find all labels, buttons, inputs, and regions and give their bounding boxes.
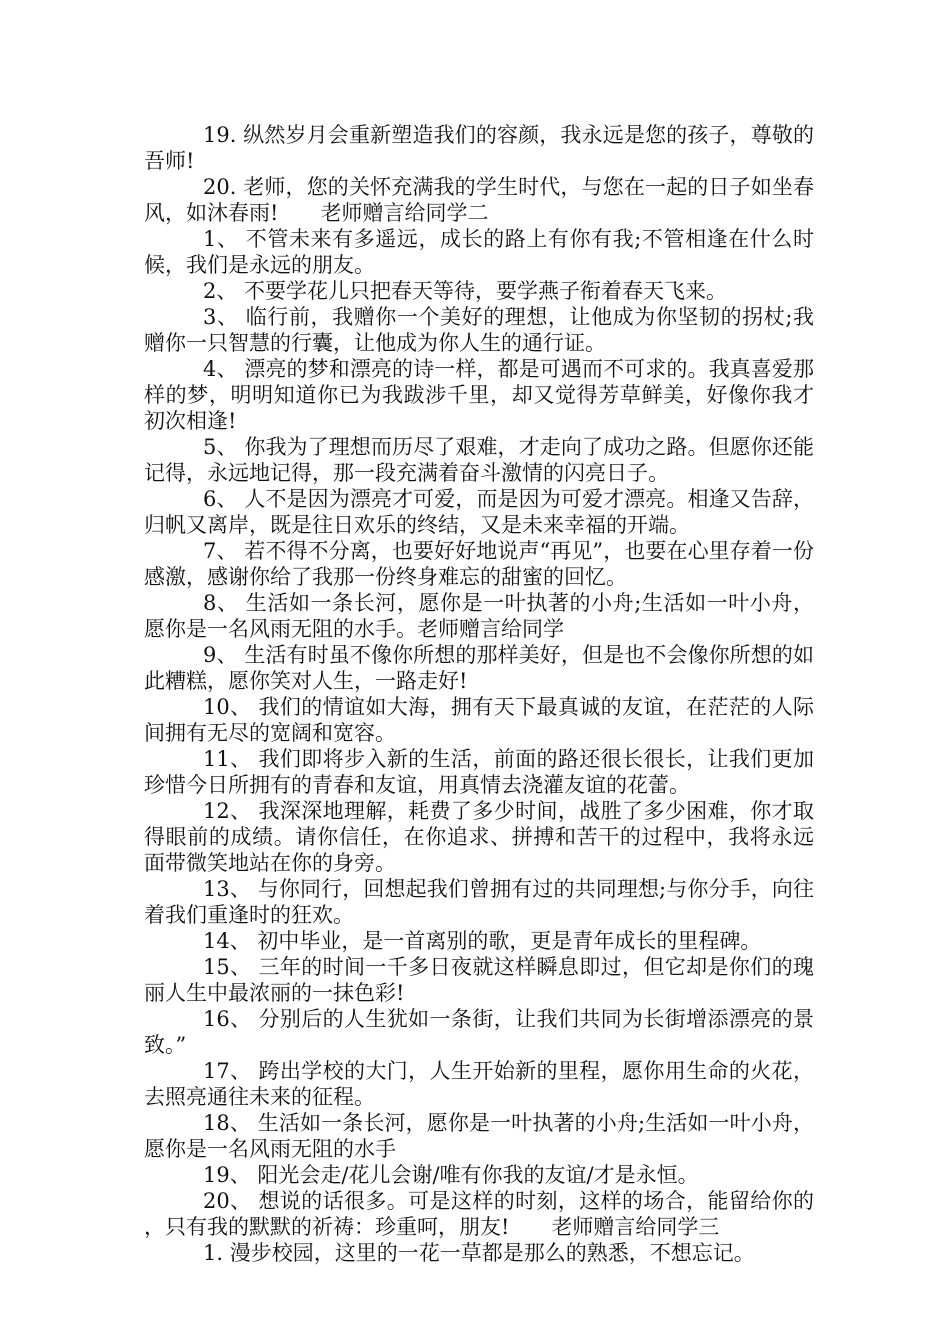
paragraph-2-15: 15、 三年的时间一千多日夜就这样瞬息即过，但它却是你们的瑰丽人生中最浓丽的一抹色彩! <box>144 955 814 1005</box>
paragraph-19-respect: 19. 纵然岁月会重新塑造我们的容颜，我永远是您的孩子，尊敬的吾师! <box>144 123 814 173</box>
paragraph-2-7: 7、 若不得不分离，也要好好地说声“再见”，也要在心里存着一份感激，感谢你给了我那一份终身难忘的甜蜜的回忆。 <box>144 539 814 589</box>
paragraph-2-16: 16、 分别后的人生犹如一条街，让我们共同为长街增添漂亮的景致。” <box>144 1007 814 1057</box>
paragraph-2-2: 2、 不要学花儿只把春天等待，要学燕子衔着春天飞来。 <box>203 279 728 303</box>
paragraph-2-8: 8、 生活如一条长河，愿你是一叶执著的小舟;生活如一叶小舟，愿你是一名风雨无阻的水手。老师赠言给同学 <box>144 591 814 641</box>
paragraph-2-18: 18、 生活如一条长河，愿你是一叶执著的小舟;生活如一叶小舟，愿你是一名风雨无阻的水手 <box>144 1111 814 1161</box>
paragraph-2-1: 1、 不管未来有多遥远，成长的路上有你有我;不管相逢在什么时候，我们是永远的朋友。 <box>144 227 814 277</box>
paragraph-3-1: 1. 漫步校园，这里的一花一草都是那么的熟悉，不想忘记。 <box>203 1241 755 1265</box>
paragraph-20-care: 20. 老师，您的关怀充满我的学生时代，与您在一起的日子如坐春风，如沐春雨! 老师赠言给同学二 <box>144 175 814 225</box>
paragraph-2-3: 3、 临行前，我赠你一个美好的理想，让他成为你坚韧的拐杖;我赠你一只智慧的行囊，让他成为你人生的通行证。 <box>144 305 814 355</box>
paragraph-2-14: 14、 初中毕业，是一首离别的歌，更是青年成长的里程碑。 <box>203 929 762 953</box>
paragraph-2-19: 19、 阳光会走/花儿会谢/唯有你我的友谊/才是永恒。 <box>203 1163 699 1187</box>
paragraph-2-12: 12、 我深深地理解，耗费了多少时间，战胜了多少困难，你才取得眼前的成绩。请你信任，在你追求、拼搏和苦干的过程中，我将永远面带微笑地站在你的身旁。 <box>144 799 814 875</box>
paragraph-2-17: 17、 跨出学校的大门，人生开始新的里程，愿你用生命的火花，去照亮通往未来的征程。 <box>144 1059 814 1109</box>
paragraph-2-4: 4、 漂亮的梦和漂亮的诗一样，都是可遇而不可求的。我真喜爱那样的梦，明明知道你已为我跋涉千里，却又觉得芳草鲜美，好像你我才初次相逢! <box>144 357 814 433</box>
paragraph-2-5: 5、 你我为了理想而历尽了艰难，才走向了成功之路。但愿你还能记得，永远地记得，那一段充满着奋斗激情的闪亮日子。 <box>144 435 814 485</box>
paragraph-2-20: 20、 想说的话很多。可是这样的时刻，这样的场合，能留给你的，只有我的默默的祈祷：珍重呵，朋友! 老师赠言给同学三 <box>144 1189 814 1239</box>
paragraph-2-11: 11、 我们即将步入新的生活，前面的路还很长很长，让我们更加珍惜今日所拥有的青春和友谊，用真情去浇灌友谊的花蕾。 <box>144 747 814 797</box>
paragraph-2-10: 10、 我们的情谊如大海，拥有天下最真诚的友谊，在茫茫的人际间拥有无尽的宽阔和宽容。 <box>144 695 814 745</box>
paragraph-2-9: 9、 生活有时虽不像你所想的那样美好，但是也不会像你所想的如此糟糕，愿你笑对人生，一路走好! <box>144 643 814 693</box>
paragraph-2-13: 13、 与你同行，回想起我们曾拥有过的共同理想;与你分手，向往着我们重逢时的狂欢。 <box>144 877 814 927</box>
document-body <box>144 122 814 1266</box>
paragraph-2-6: 6、 人不是因为漂亮才可爱，而是因为可爱才漂亮。相逢又告辞，归帆又离岸，既是往日欢乐的终结，又是未来幸福的开端。 <box>144 487 814 537</box>
